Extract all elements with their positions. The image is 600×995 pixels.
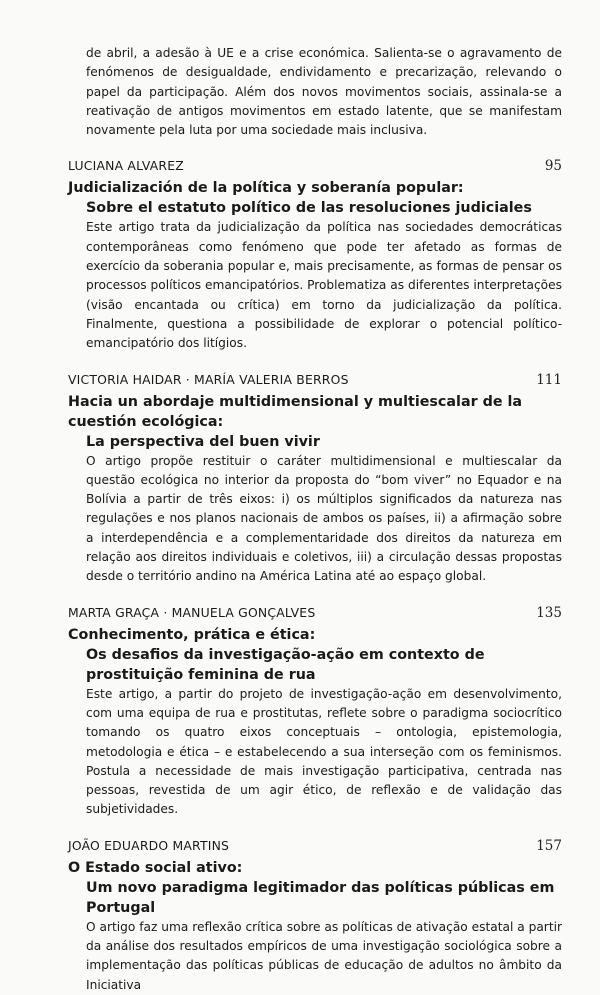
entry-subtitle: Sobre el estatuto político de las resoluciones judiciales bbox=[86, 200, 532, 217]
toc-entry bbox=[68, 158, 562, 353]
entry-subtitle: Um novo paradigma legitimador das políticas públicas em Portugal bbox=[86, 879, 555, 916]
entry-title: Judicialización de la política y soberanía popular: bbox=[68, 180, 464, 197]
entry-page-number: 111 bbox=[536, 371, 562, 388]
entry-abstract: O artigo propõe restituir o caráter multidimensional e multiescalar da questão ecológica no interior da proposta do “bom viver” no Equador e na Bolívia a partir de três eixos: i) os múltiplos significados da natureza nas regulações e nos planos nacionais de ambos os países, ii) a afirmação sobre a interdependência e a complementaridade dos direitos da natureza em relação aos direitos individuais e coletivos, iii) a circulação dessas propostas desde o território andino na América Latina até ao espaço global. bbox=[86, 453, 562, 584]
entry-page-number: 95 bbox=[544, 158, 562, 175]
entry-title: Conhecimento, prática e ética: bbox=[68, 626, 316, 643]
entry-abstract: Este artigo trata da judicialização da política nas sociedades democráticas contemporâneas como fenómeno que pode ter afetado as formas de exercício da soberania popular e, mais precisamente, as formas de pensar os processos políticos emancipatórios. Problematiza as diferentes interpretações (visão encantada ou crítica) em torno da judicialização da política. Finalmente, questiona a possibilidade de explorar o potencial político-emancipatório dos litígios. bbox=[86, 220, 562, 351]
intro-paragraph: de abril, a adesão à UE e a crise económica. Salienta-se o agravamento de fenómenos de desigualdade, endividamento e precarização, relevando o papel da participação. Além dos novos movimentos sociais, assinala-se a reativação de antigos movimentos em estado latente, que se manifestam novamente pela luta por uma sociedade mais inclusiva. bbox=[86, 46, 562, 138]
entry-author: JOÃO EDUARDO MARTINS bbox=[68, 837, 230, 853]
entry-page-number: 135 bbox=[536, 604, 562, 621]
toc-entry bbox=[68, 838, 562, 995]
entry-author: MARTA GRAÇA · MANUELA GONÇALVES bbox=[68, 604, 316, 620]
entry-abstract: O artigo faz uma reflexão crítica sobre as políticas de ativação estatal a partir da análise dos resultados empíricos de uma investigação sociológica sobre a implementação das políticas públicas de educação de adultos no âmbito da Iniciativa bbox=[86, 919, 562, 992]
entry-author: LUCIANA ALVAREZ bbox=[68, 158, 184, 174]
entry-subtitle: La perspectiva del buen vivir bbox=[86, 433, 320, 450]
entry-title: O Estado social ativo: bbox=[68, 859, 243, 876]
entry-header bbox=[68, 158, 562, 178]
entry-title: Hacia un abordaje multidimensional y multiescalar de la cuestión ecológica: bbox=[68, 393, 523, 430]
entry-header bbox=[68, 605, 562, 625]
entry-page-number: 157 bbox=[536, 837, 562, 854]
entry-header bbox=[68, 372, 562, 392]
entry-header bbox=[68, 838, 562, 858]
toc-entry bbox=[68, 372, 562, 587]
entry-abstract: Este artigo, a partir do projeto de investigação-ação em desenvolvimento, com uma equipa de rua e prostitutas, reflete sobre o paradigma sociocrítico tomando os quatro eixos conceptuais – ontologia, epistemologia, metodologia e ética – e estabelecendo a sua interseção com os feminismos. Postula a necessidade de mais investigação participativa, centrada nas pessoas, revestida de um agir ético, de reflexão e de validação das subjetividades. bbox=[86, 686, 562, 817]
entry-subtitle: Os desafios da investigação-ação em contexto de prostituição feminina de rua bbox=[86, 646, 485, 683]
table-of-contents-page bbox=[68, 44, 562, 995]
entry-author: VICTORIA HAIDAR · MARÍA VALERIA BERROS bbox=[68, 371, 349, 387]
toc-entry bbox=[68, 605, 562, 820]
